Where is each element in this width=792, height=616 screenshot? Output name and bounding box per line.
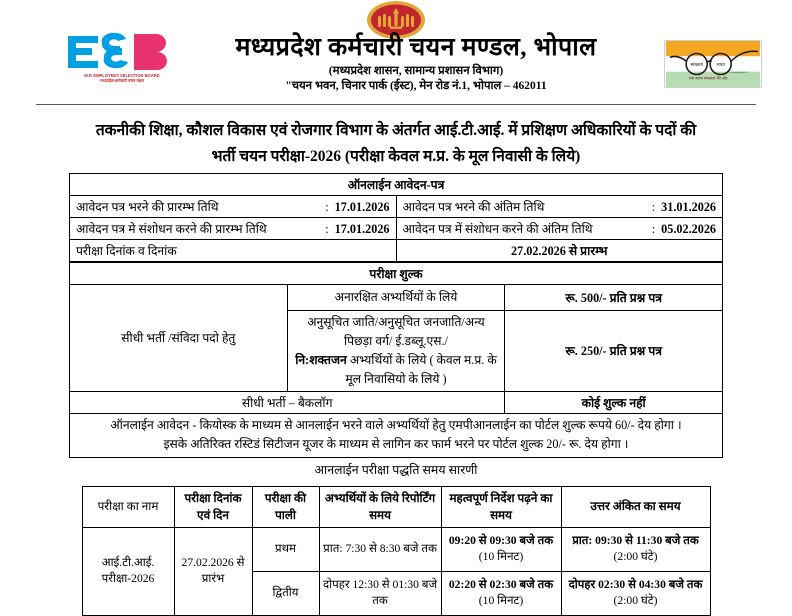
timing-table-caption: आनलाईन परीक्षा पद्धति समय सारणी — [314, 462, 478, 477]
timing-answer-second-line2: (2:00 घंटे) — [613, 594, 658, 608]
fee-category-reserved-suffix: अभ्यर्थियों के लिये ( केवल म.प्र. के मूल निवासियो के लिये ) — [345, 352, 497, 386]
correction-end-date-colon: : — [651, 222, 656, 237]
exam-fee-table — [69, 262, 723, 458]
fee-category-unreserved: अनारक्षित अभ्यर्थियों के लिये — [287, 285, 505, 311]
header-title-block — [180, 34, 652, 94]
fee-category-disabled-label: नि:शक्तजन — [295, 352, 347, 367]
application-table-title: ऑनलाईन आवेदन-पत्र — [70, 174, 723, 196]
swachh-right-label: भारत — [716, 61, 725, 67]
timing-instructions-second — [441, 571, 561, 615]
col-header-exam-name: परीक्षा का नाम — [82, 486, 174, 527]
apply-end-date-colon: : — [651, 200, 656, 215]
organization-department: (मध्यप्रदेश शासन, सामान्य प्रशासन विभाग) — [328, 65, 504, 77]
fee-category-reserved-line1: अनुसूचित जाति/अनुसूचित जनजाति/अन्य पिछड़ा वर्ग/ ई.डब्लू.एस./ — [307, 315, 485, 349]
table-header-row — [82, 486, 710, 527]
col-header-reporting-time: अभ्यर्थियों के लिये रिपोर्टिंग समय — [319, 486, 441, 527]
page-title — [0, 118, 792, 169]
table-row — [70, 240, 723, 262]
online-application-table — [69, 173, 723, 262]
col-header-exam-date: परीक्षा दिनांक एवं दिन — [174, 486, 252, 527]
table-row — [82, 527, 710, 571]
fee-category-reserved-line2 — [294, 351, 499, 389]
fee-table-title: परीक्षा शुल्क — [70, 263, 723, 285]
timing-exam-name: आई.टी.आई. परीक्षा-2026 — [82, 527, 174, 615]
timing-answer-second — [561, 571, 710, 615]
page-title-line2: भर्ती चयन परीक्षा-2026 (परीक्षा केवल म.प्र. के मूल निवासी के लिये) — [211, 147, 581, 165]
timing-instructions-second-line2: (10 मिनट) — [478, 594, 524, 608]
apply-start-date-label: आवेदन पत्र भरने की प्रारम्भ तिथि — [76, 200, 219, 215]
timing-reporting-second: दोपहर 12:30 से 01:30 बजे तक — [319, 571, 441, 615]
fee-category-reserved — [287, 311, 505, 392]
page-title-line1: तकनीकी शिक्षा, कौशल विकास एवं रोजगार विभाग के अंतर्गत आई.टी.आई. में प्रशिक्षण अधिकारियों के पदों की — [95, 122, 697, 139]
apply-end-date-cell — [396, 196, 723, 218]
correction-end-date-value: 05.02.2026 — [661, 222, 716, 237]
correction-end-date-label: आवेदन पत्र में संशोधन करने की अंतिम तिथि — [402, 222, 593, 237]
timing-exam-date: 27.02.2026 से प्रारंभ — [174, 527, 252, 615]
exam-timing-table — [82, 486, 711, 616]
table-row — [70, 413, 723, 457]
apply-end-date-value: 31.01.2026 — [661, 200, 716, 215]
table-row — [70, 174, 723, 196]
table-row — [70, 218, 723, 240]
fee-amount-unreserved: रू. 500/- प्रति प्रश्न पत्र — [505, 285, 723, 311]
correction-start-date-value: 17.01.2026 — [334, 222, 390, 237]
swachh-tagline: एक कदम स्वच्छता की ओर — [688, 75, 728, 81]
table-row — [70, 391, 723, 413]
esb-logo — [62, 32, 182, 84]
timing-answer-second-line1: दोपहर 02:30 से 04:30 बजे तक — [568, 577, 703, 591]
table-row — [70, 285, 723, 311]
esb-logo-subtitle-hi: मध्यप्रदेश कर्मचारी चयन मंडल — [100, 78, 144, 83]
timing-shift-second: द्वितीय — [252, 571, 319, 615]
timing-instructions-first-line2: (10 मिनट) — [478, 550, 524, 564]
timing-shift-first: प्रथम — [252, 527, 319, 571]
portal-fee-note-line2: इसके अतिरिक्त रस्टिडं सिटीजन यूजर के माध्यम से लागिन कर फार्म भरने पर पोर्टल शुल्क 20/- रू. देय होगा । — [163, 437, 629, 452]
exam-date-value: 27.02.2026 से प्रारम्भ — [396, 240, 723, 262]
correction-start-date-cell — [70, 218, 397, 240]
correction-start-date-label: आवेदन पत्र मे संशोधन करने की प्रारम्भ तिथि — [76, 222, 267, 237]
fee-amount-reserved: रू. 250/- प्रति प्रश्न पत्र — [505, 311, 723, 392]
correction-end-date-cell — [396, 218, 723, 240]
timing-reporting-first: प्रात: 7:30 से 8:30 बजे तक — [319, 527, 441, 571]
timing-answer-first — [561, 527, 710, 571]
fee-backlog-amount: कोई शुल्क नहीं — [505, 391, 723, 413]
portal-fee-note — [70, 413, 723, 457]
document-header — [0, 0, 792, 108]
col-header-answer-time: उत्तर अंकित का समय — [561, 486, 710, 527]
organization-address: "चयन भवन, चिनार पार्क (ईस्ट), मेन रोड नं.1, भोपाल – 462011 — [285, 80, 547, 93]
header-divider — [36, 104, 756, 105]
exam-date-label: परीक्षा दिनांक व दिनांक — [70, 240, 397, 262]
portal-fee-note-line1: ऑनलाईन आवेदन - कियोस्क के माध्यम से आनलाईन भरने वाले अभ्यर्थियों हेतु एमपीआनलाईन का पोर्टल शुल्क रूपये 60/- देय होगा । — [110, 417, 682, 432]
apply-end-date-label: आवेदन पत्र भरने की अंतिम तिथि — [402, 200, 545, 215]
col-header-instruction-time: महत्वपूर्ण निर्देश पढ़ने का समय — [441, 486, 561, 527]
timing-answer-first-line1: प्रात: 09:30 से 11:30 बजे तक — [572, 533, 699, 547]
timing-instructions-first — [441, 527, 561, 571]
timing-instructions-second-line1: 02:20 से 02:30 बजे तक — [448, 577, 554, 591]
swachh-bharat-logo — [664, 40, 762, 88]
esb-logo-subtitle-en: M.P. EMPLOYEES SELECTION BOARD — [84, 73, 160, 78]
table-row — [70, 196, 723, 218]
col-header-shift: परीक्षा की पाली — [252, 486, 319, 527]
fee-backlog-label: सीधी भर्ती – बैकलॉग — [70, 391, 505, 413]
swachh-left-label: स्वच्छता — [690, 61, 703, 67]
fee-recruitment-type-label: सीधी भर्ती /संविदा पदो हेतु — [70, 285, 288, 392]
apply-start-date-colon: : — [325, 200, 329, 215]
table-row — [70, 263, 723, 285]
timing-answer-first-line2: (2:00 घंटे) — [613, 550, 658, 564]
organization-name: मध्यप्रदेश कर्मचारी चयन मण्डल, भोपाल — [235, 34, 597, 61]
apply-start-date-cell — [70, 196, 397, 218]
timing-instructions-first-line1: 09:20 से 09:30 बजे तक — [448, 533, 554, 547]
correction-start-date-colon: : — [325, 222, 329, 237]
apply-start-date-value: 17.01.2026 — [334, 200, 390, 215]
